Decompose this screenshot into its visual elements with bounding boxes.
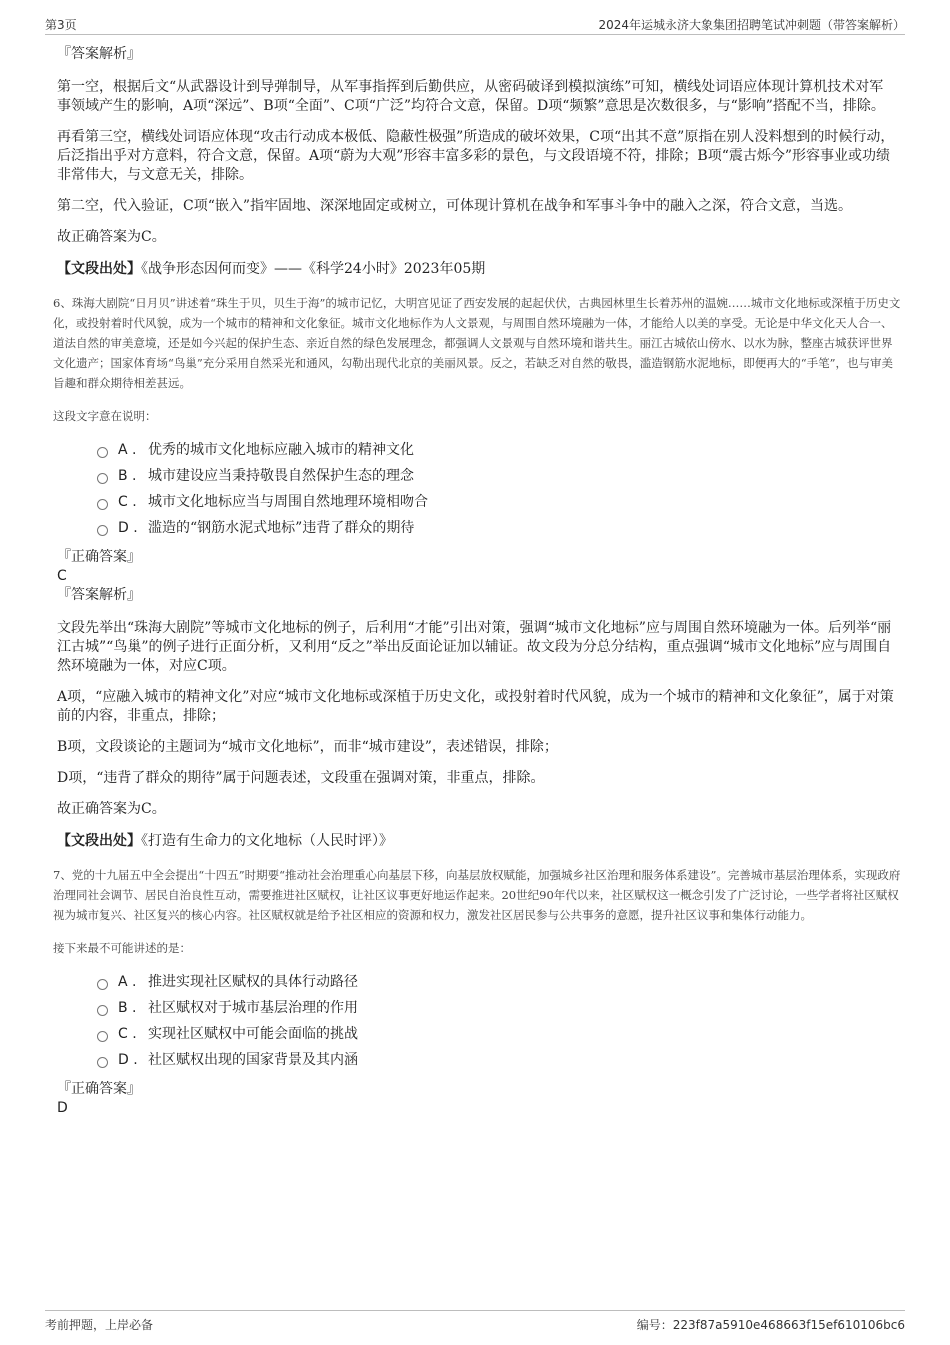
- option-text: 城市建设应当秉持敬畏自然保护生态的理念: [148, 468, 414, 484]
- option-text: 优秀的城市文化地标应融入城市的精神文化: [148, 442, 414, 458]
- option-letter: C .: [118, 1026, 137, 1042]
- option-a[interactable]: [97, 437, 905, 463]
- option-d[interactable]: [97, 1047, 905, 1073]
- question-stem: 7、党的十九届五中全会提出“十四五”时期要“推动社会治理重心向基层下移，向基层放权赋能，加强城乡社区治理和服务体系建设”。完善城市基层治理体系，实现政府治理同社会调节、居民自治良性互动，需要推进社区赋权，让社区议事更好地运作起来。20世纪90年代以来，社区赋权这一概念引发了广泛讨论，一些学者将社区赋权视为城市复兴、社区复兴的核心内容。社区赋权就是给予社区相应的资源和权力，激发社区居民参与公共事务的意愿，提升社区议事和集体行动能力。: [53, 868, 901, 922]
- page-footer: [45, 1310, 905, 1333]
- option-letter: B .: [118, 468, 137, 484]
- radio-icon[interactable]: [97, 979, 108, 990]
- option-letter: B .: [118, 1000, 137, 1016]
- analysis-paragraph: 第二空，代入验证，C项“嵌入”指牢固地、深深地固定或树立，可体现计算机在战争和军事斗争中的融入之深，符合文意，当选。: [57, 198, 853, 214]
- code-value: 223f87a5910e468663f15ef610106bc6: [672, 1318, 905, 1332]
- analysis-paragraph: 再看第三空，横线处词语应体现“攻击行动成本极低、隐蔽性极强”所造成的破坏效果，C项“出其不意”原指在别人没料想到的时候行动，后泛指出乎对方意料，符合文意，保留。A项“蔚为大观”形容丰富多彩的景色，与文段语境不符，排除；B项“震古烁今”形容事业或功绩非常伟大，与文意无关，排除。: [57, 129, 895, 183]
- analysis-conclusion: 故正确答案为C。: [57, 229, 166, 245]
- radio-icon[interactable]: [97, 525, 108, 536]
- option-b[interactable]: [97, 995, 905, 1021]
- option-letter: A .: [118, 974, 137, 990]
- radio-icon[interactable]: [97, 1057, 108, 1068]
- option-text: 城市文化地标应当与周围自然地理环境相吻合: [148, 494, 428, 510]
- footer-slogan: 考前押题，上岸必备: [45, 1318, 154, 1332]
- document-title: 2024年运城永济大象集团招聘笔试冲刺题（带答案解析）: [598, 18, 905, 32]
- analysis-paragraph: 文段先举出“珠海大剧院”等城市文化地标的例子，后利用“才能”引出对策，强调“城市文化地标”应与周围自然环境融为一体。后列举“丽江古城”“鸟巢”的例子进行正面分析，又利用“反之”举出反面论证加以辅证。故文段为分总分结构，重点强调“城市文化地标”应与周围自然环境融为一体，对应C项。: [57, 620, 892, 674]
- option-c[interactable]: [97, 489, 905, 515]
- document-code: [637, 1316, 905, 1333]
- question-stem: 6、珠海大剧院“日月贝”讲述着“珠生于贝，贝生于海”的城市记忆，大明宫见证了西安发展的起起伏伏，古典园林里生长着苏州的温婉……城市文化地标或深植于历史文化，或投射着时代风貌，成为一个城市的精神和文化象征。城市文化地标作为人文景观，与周围自然环境融为一体，才能给人以美的享受。无论是中华文化天人合一、道法自然的审美意境，还是如今兴起的保护生态、亲近自然的绿色发展理念，都强调人文景观与自然环境和谐共生。丽江古城依山傍水、以水为脉，整座古城获评世界文化遗产；国家体育场“鸟巢”充分采用自然采光和通风，勾勒出现代北京的美丽风景。反之，若缺乏对自然的敬畏，滥造钢筋水泥地标，即便再大的“手笔”，也与审美旨趣和群众期待相差甚远。: [53, 296, 901, 390]
- option-letter: D .: [118, 520, 138, 536]
- option-c[interactable]: [97, 1021, 905, 1047]
- option-list: [97, 437, 905, 541]
- option-text: 社区赋权对于城市基层治理的作用: [148, 1000, 358, 1016]
- radio-icon[interactable]: [97, 473, 108, 484]
- option-letter: C .: [118, 494, 137, 510]
- option-a[interactable]: [97, 969, 905, 995]
- page-number: 第3页: [45, 18, 77, 32]
- source-label: 【文段出处】: [57, 833, 141, 849]
- option-text: 滥造的“钢筋水泥式地标”违背了群众的期待: [148, 520, 415, 536]
- page-content: [45, 44, 905, 1117]
- radio-icon[interactable]: [97, 1005, 108, 1016]
- option-d[interactable]: [97, 515, 905, 541]
- source-text: 《打造有生命力的文化地标（人民时评）》: [141, 833, 393, 849]
- option-list: [97, 969, 905, 1073]
- correct-answer: C: [57, 568, 67, 584]
- correct-answer-label: 『正确答案』: [57, 1081, 141, 1097]
- analysis-paragraph: D项，“违背了群众的期待”属于问题表述，文段重在强调对策，非重点，排除。: [57, 770, 545, 786]
- code-label: 编号：: [636, 1318, 673, 1332]
- option-letter: A .: [118, 442, 137, 458]
- correct-answer: D: [57, 1100, 68, 1116]
- analysis-paragraph: B项，文段谈论的主题词为“城市文化地标”，而非“城市建设”，表述错误，排除；: [57, 739, 558, 755]
- question-prompt: 接下来最不可能讲述的是：: [53, 941, 191, 955]
- option-text: 社区赋权出现的国家背景及其内涵: [148, 1052, 358, 1068]
- option-letter: D .: [118, 1052, 138, 1068]
- radio-icon[interactable]: [97, 499, 108, 510]
- page-header: [45, 12, 905, 35]
- analysis-label: 『答案解析』: [57, 587, 141, 603]
- text-source: [57, 831, 905, 851]
- correct-answer-label: 『正确答案』: [57, 549, 141, 565]
- question-prompt: 这段文字意在说明：: [53, 409, 157, 423]
- option-text: 实现社区赋权中可能会面临的挑战: [148, 1026, 358, 1042]
- radio-icon[interactable]: [97, 1031, 108, 1042]
- analysis-conclusion: 故正确答案为C。: [57, 801, 166, 817]
- analysis-paragraph: 第一空，根据后文“从武器设计到导弹制导，从军事指挥到后勤供应，从密码破译到模拟演练”可知，横线处词语应体现计算机技术对军事领域产生的影响，A项“深远”、B项“全面”、C项“广泛”均符合文意，保留。D项“频繁”意思是次数很多，与“影响”搭配不当，排除。: [57, 79, 885, 114]
- source-text: 《战争形态因何而变》——《科学24小时》2023年05期: [141, 261, 486, 277]
- source-label: 【文段出处】: [57, 261, 141, 277]
- option-text: 推进实现社区赋权的具体行动路径: [148, 974, 358, 990]
- radio-icon[interactable]: [97, 447, 108, 458]
- analysis-paragraph: A项，“应融入城市的精神文化”对应“城市文化地标或深植于历史文化，或投射着时代风貌，成为一个城市的精神和文化象征”，属于对策前的内容，非重点，排除；: [57, 689, 894, 724]
- text-source: [57, 259, 905, 279]
- option-b[interactable]: [97, 463, 905, 489]
- analysis-label: 『答案解析』: [57, 46, 141, 62]
